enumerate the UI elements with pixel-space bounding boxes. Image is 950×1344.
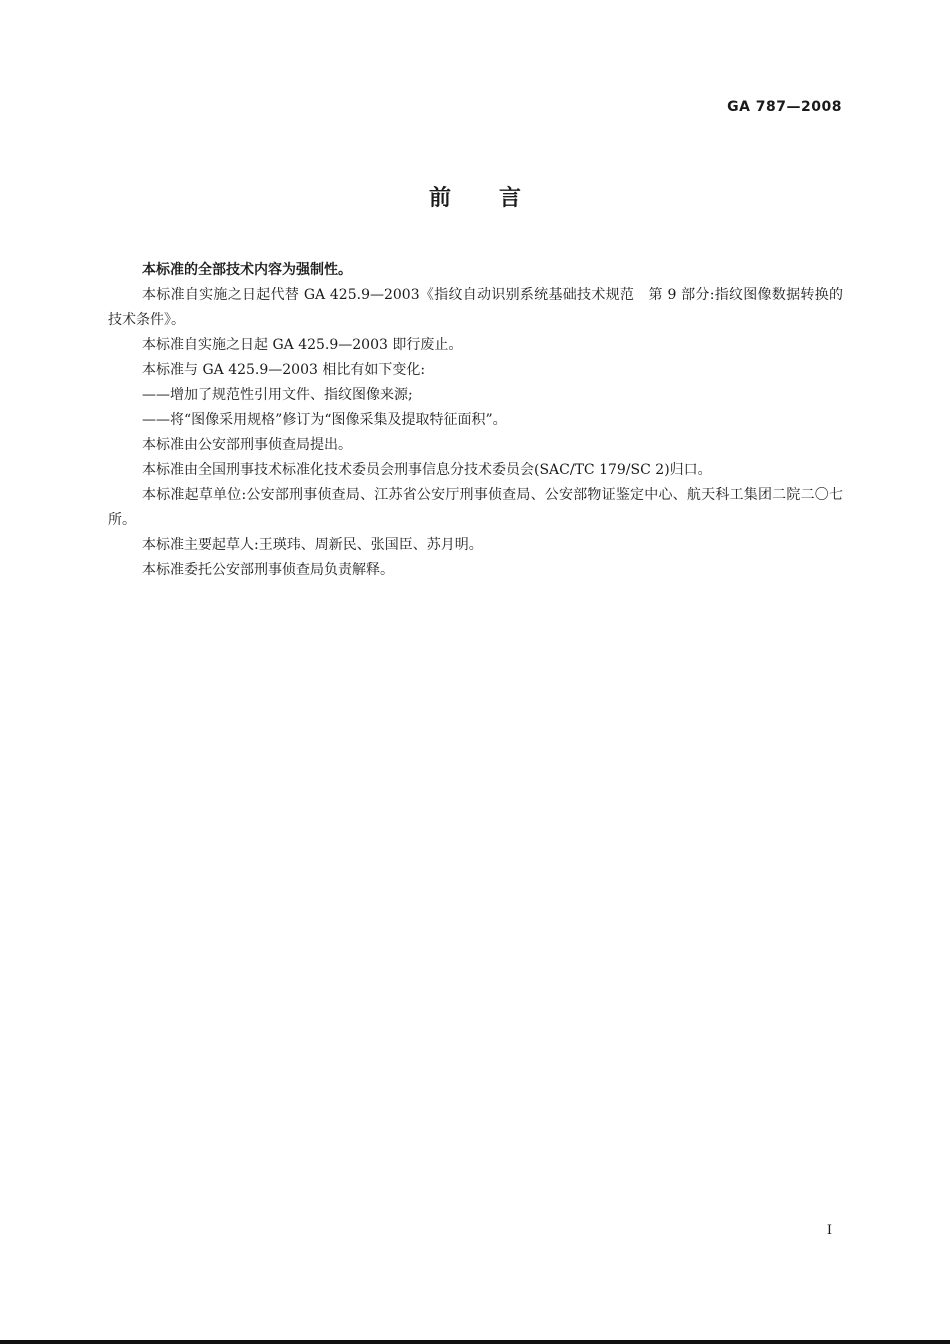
foreword-body	[108, 258, 843, 583]
paragraph-under-jurisdiction: 本标准由全国刑事技术标准化技术委员会刑事信息分技术委员会(SAC/TC 179/SC 2)归口。	[142, 462, 712, 478]
change-item: ——将“图像采用规格”修订为“图像采集及提取特征面积”。	[142, 412, 507, 428]
page-number: I	[826, 1223, 832, 1238]
paragraph-drafters: 本标准主要起草人:王瑛玮、周新民、张国臣、苏月明。	[142, 537, 483, 553]
paragraph-drafting-units: 本标准起草单位:公安部刑事侦查局、江苏省公安厅刑事侦查局、公安部物证鉴定中心、航天科工集团二院二〇七所。	[108, 487, 843, 528]
change-item: ——增加了规范性引用文件、指纹图像来源;	[142, 387, 413, 403]
paragraph-replaces: 本标准自实施之日起代替 GA 425.9—2003《指纹自动识别系统基础技术规范 第 9 部分:指纹图像数据转换的技术条件》。	[108, 287, 843, 328]
paragraph-interpretation: 本标准委托公安部刑事侦查局负责解释。	[142, 562, 394, 578]
bottom-divider	[0, 1340, 950, 1344]
page-title: 前言	[428, 186, 569, 211]
paragraph-proposed-by: 本标准由公安部刑事侦查局提出。	[142, 437, 352, 453]
paragraph-mandatory-statement: 本标准的全部技术内容为强制性。	[142, 262, 352, 278]
paragraph-abolished: 本标准自实施之日起 GA 425.9—2003 即行废止。	[142, 337, 463, 353]
standard-number: GA 787—2008	[727, 99, 842, 115]
paragraph-changes-intro: 本标准与 GA 425.9—2003 相比有如下变化:	[142, 362, 426, 378]
